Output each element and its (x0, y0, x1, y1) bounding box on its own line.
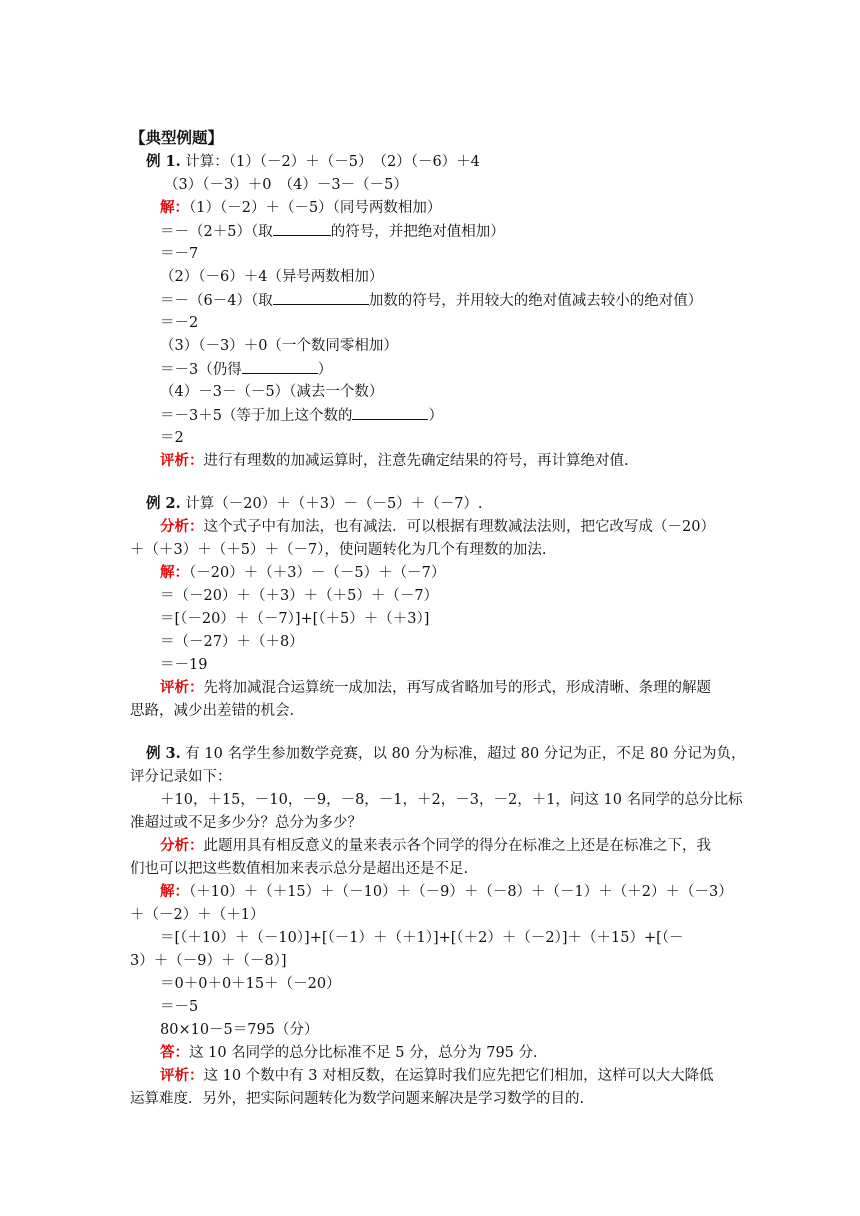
ex3-solution-label: 解： (160, 883, 189, 900)
ex2-comment-label: 评析： (160, 679, 204, 696)
ex3-question-line-2: 评分记录如下： (130, 769, 232, 785)
ex1-solution-label: 解： (160, 199, 189, 216)
ex1-line-10-start: ＝－3＋5（等于加上这个数的 (160, 408, 353, 424)
ex3-solution-line-7: 80×10－5＝795（分） (160, 1022, 319, 1038)
ex3-comment-line-1 (160, 1066, 714, 1086)
fill-in-blank[interactable] (273, 221, 331, 236)
ex1-comment-label: 评析： (160, 452, 204, 469)
ex1-solution-line-9: （4）－3－（－5）（减去一个数） (160, 384, 384, 400)
ex3-question-line-1 (146, 744, 745, 764)
ex2-solution-line-4: ＝（－27）＋（＋8） (160, 634, 304, 650)
ex3-solution-line-4: 3）＋（－9）＋（－8）] (130, 953, 287, 969)
ex3-answer-text: 这 10 名同学的总分比标准不足 5 分，总分为 795 分. (189, 1045, 538, 1061)
ex2-question-text: 计算（－20）＋（＋3）－（－5）＋（－7）. (185, 496, 483, 512)
ex3-solution-line-6: ＝－5 (160, 999, 199, 1015)
ex2-analysis-label: 分析： (160, 518, 204, 535)
ex3-analysis-line-2: 们也可以把这些数值相加来表示总分是超出还是不足. (130, 861, 469, 877)
ex1-line-10-end: ） (428, 408, 443, 424)
ex2-solution-text-1: （－20）＋（＋3）－（－5）＋（－7） (189, 565, 446, 581)
ex1-solution-line-5 (160, 290, 702, 311)
ex3-analysis-label: 分析： (160, 837, 204, 854)
ex1-question-text-1: 计算：（1）（－2）＋（－5） （2）（－6）＋4 (185, 154, 480, 170)
ex1-solution-line-2 (160, 221, 505, 242)
ex3-comment-text-1: 这 10 个数中有 3 对相反数，在运算时我们应先把它们相加，这样可以大大降低 (203, 1068, 714, 1084)
fill-in-blank[interactable] (352, 405, 428, 420)
ex1-line-8-end: ） (317, 362, 333, 378)
ex1-solution-line-11: ＝2 (160, 430, 184, 446)
ex3-question-line-4: 准超过或不足多少分？总分为多少？ (130, 815, 362, 831)
ex3-solution-line-2: ＋（－2）＋（＋1） (130, 907, 265, 923)
ex1-line-2-start: ＝－（2＋5）（取 (160, 224, 273, 240)
ex2-solution-label: 解： (160, 564, 189, 581)
ex1-solution-line-7: （3）（－3）＋0（一个数同零相加） (160, 338, 398, 354)
ex2-analysis-line-2: ＋（＋3）＋（＋5）＋（－7），使问题转化为几个有理数的加法. (130, 542, 547, 558)
ex2-question-line (146, 494, 483, 514)
ex1-solution-line-10 (160, 405, 443, 426)
ex1-comment-text: 进行有理数的加减运算时，注意先确定结果的符号，再计算绝对值. (203, 453, 629, 469)
ex2-analysis-text-1: 这个式子中有加法，也有减法．可以根据有理数减法法则，把它改写成（－20） (203, 519, 715, 535)
ex3-solution-text-1: （＋10）＋（＋15）＋（－10）＋（－9）＋（－8）＋（－1）＋（＋2）＋（－3） (189, 884, 733, 900)
ex2-comment-text-1: 先将加减混合运算统一成加法，再写成省略加号的形式，形成清晰、条理的解题 (203, 680, 711, 696)
ex2-comment-line-2: 思路，减少出差错的机会. (130, 703, 295, 719)
ex1-solution-line-6: ＝－2 (160, 315, 199, 331)
ex2-solution-line-3: ＝[（－20）＋（－7）]+[（＋5）＋（＋3）] (160, 611, 430, 627)
ex3-question-text-1: 有 10 名学生参加数学竞赛，以 80 分为标准，超过 80 分记为正，不足 80 分记为负， (185, 746, 746, 762)
ex1-solution-line-4: （2）（－6）＋4（异号两数相加） (160, 269, 384, 285)
ex3-solution-line-5: ＝0＋0＋0＋15＋（－20） (160, 976, 341, 992)
ex3-analysis-text-1: 此题用具有相反意义的量来表示各个同学的得分在标准之上还是在标准之下，我 (203, 838, 711, 854)
fill-in-blank[interactable] (273, 290, 369, 305)
ex2-solution-line-5: ＝－19 (160, 657, 208, 673)
ex2-solution-line-2: ＝（－20）＋（＋3）＋（＋5）＋（－7） (160, 588, 439, 604)
ex3-comment-label: 评析： (160, 1067, 204, 1084)
ex2-label: 例 2. (146, 495, 181, 512)
ex1-solution-text-1: （1）（－2）＋（－5）（同号两数相加） (189, 200, 442, 216)
ex1-comment-line (160, 451, 629, 471)
ex2-solution-line-1 (160, 563, 445, 583)
ex3-question-line-3: ＋10，＋15，－10，－9，－8，－1，＋2，－3，－2，＋1，问这 10 名同学的总分比标 (160, 792, 743, 808)
ex2-comment-line-1 (160, 678, 711, 698)
ex1-solution-line-1 (160, 198, 441, 218)
ex3-solution-line-1 (160, 882, 733, 902)
ex1-line-2-end: 的符号，并把绝对值相加） (330, 224, 505, 240)
ex1-question-line-1 (146, 152, 480, 172)
ex3-solution-line-3: ＝[（＋10）＋（－10）]+[（－1）＋（＋1）]+[（＋2）＋（－2）]＋（＋15）+[（－ (160, 930, 684, 946)
ex2-analysis-line-1 (160, 517, 715, 537)
fill-in-blank[interactable] (242, 359, 318, 374)
ex3-label: 例 3. (146, 745, 181, 762)
ex1-line-5-start: ＝－（6－4）（取 (160, 293, 273, 309)
ex1-line-5-end: 加数的符号，并用较大的绝对值减去较小的绝对值） (368, 293, 703, 309)
ex3-comment-line-2: 运算难度．另外，把实际问题转化为数学问题来解决是学习数学的目的. (130, 1091, 585, 1107)
ex1-question-line-2: （3）（－3）＋0 （4）－3－（－5） (164, 177, 408, 193)
ex1-solution-line-8 (160, 359, 332, 380)
ex3-answer-line (160, 1043, 538, 1063)
ex1-solution-line-3: ＝－7 (160, 246, 199, 262)
ex1-line-8-start: ＝－3（仍得 (160, 362, 242, 378)
ex3-analysis-line-1 (160, 836, 711, 856)
section-title: 【典型例题】 (130, 128, 224, 147)
ex3-answer-label: 答： (160, 1044, 189, 1061)
ex1-label: 例 1. (146, 153, 181, 170)
